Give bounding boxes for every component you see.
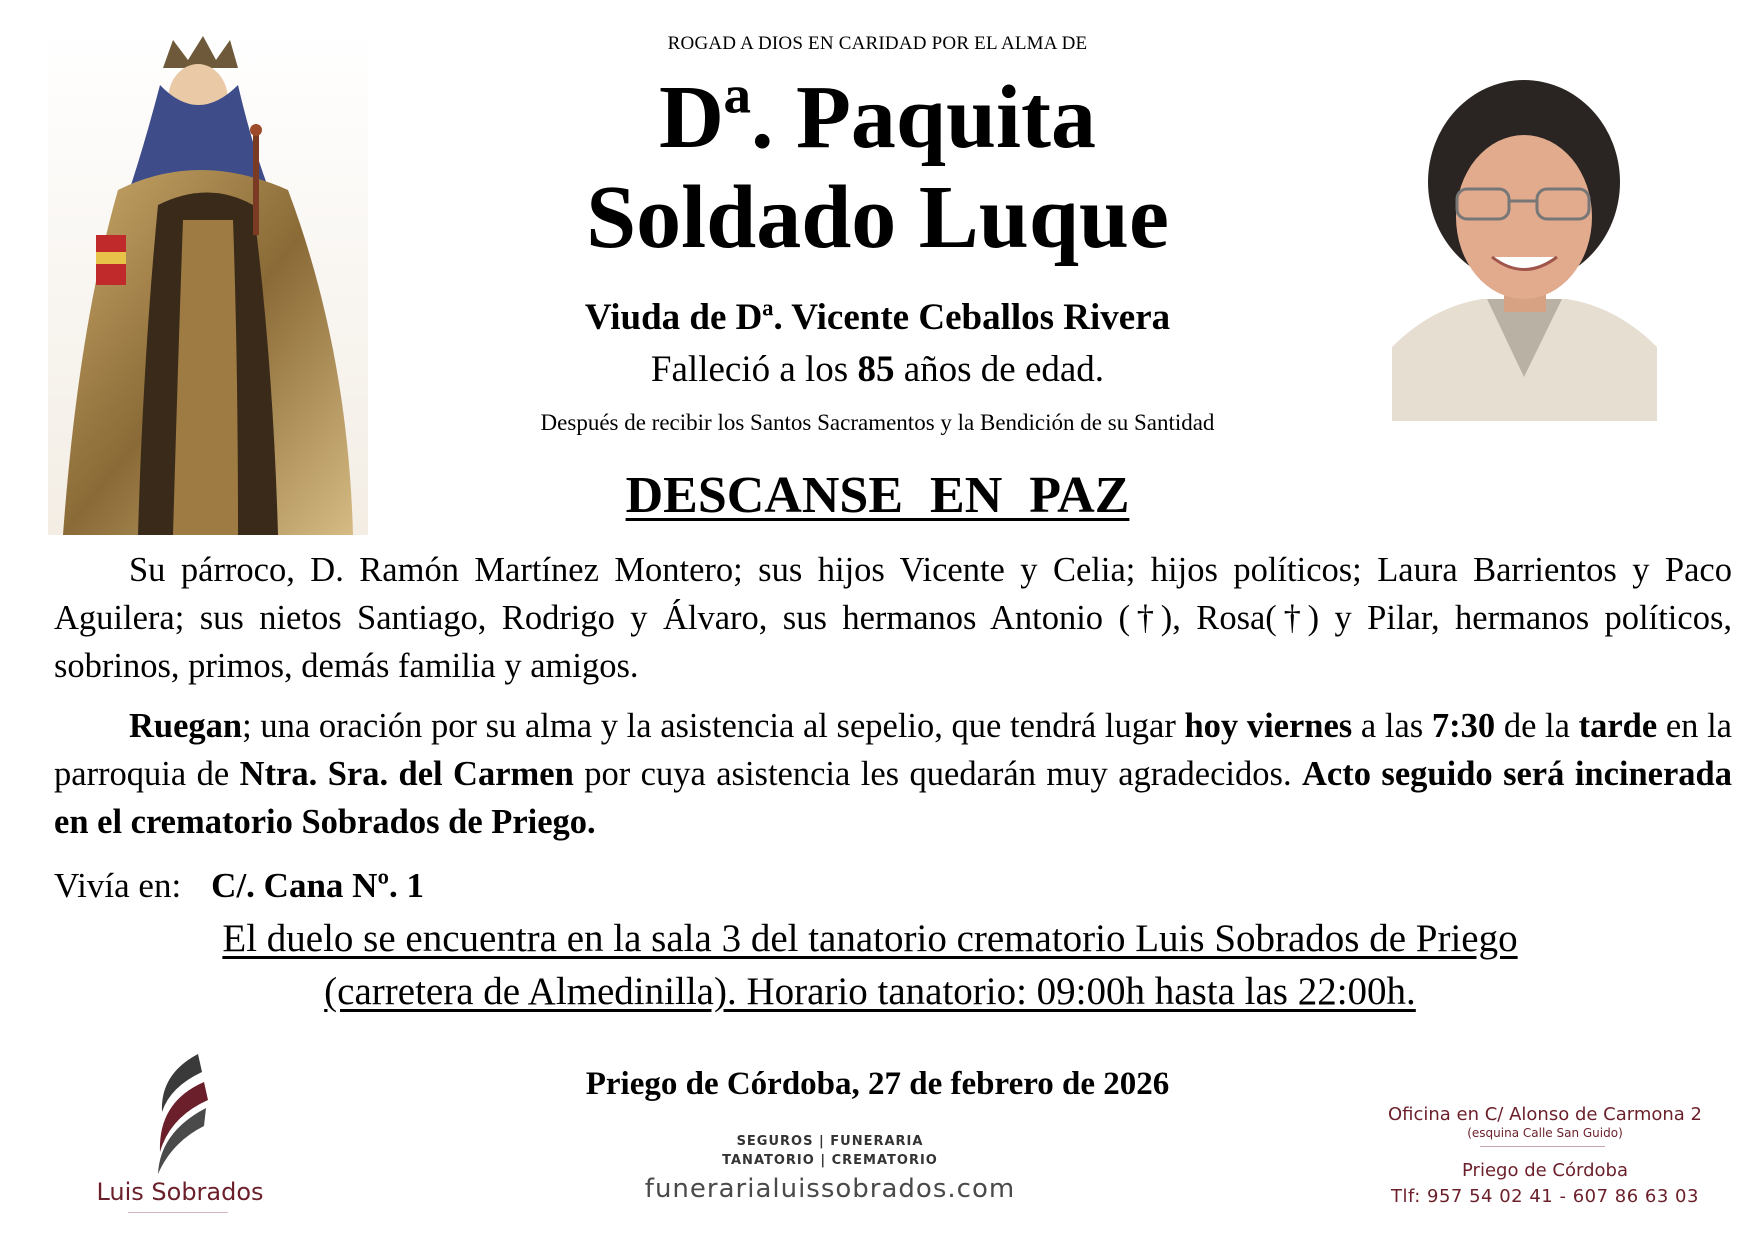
wake-location: El duelo se encuentra en la sala 3 del tanatorio crematorio Luis Sobrados de Priego (carretera de Almedinilla). Horario tanatorio: 09:00h hasta las 22:00h.	[222, 917, 1518, 1013]
date-place-line: Priego de Córdoba, 27 de febrero de 2026	[585, 1066, 1170, 1102]
office-address: Oficina en C/ Alonso de Carmona 2	[1387, 1104, 1703, 1125]
sacraments-line: Después de recibir los Santos Sacramentos y la Bendición de su Santidad	[540, 410, 1215, 435]
office-city: Priego de Córdoba	[1462, 1160, 1628, 1181]
logo-divider	[128, 1212, 228, 1213]
age-line: Falleció a los 85 años de edad.	[650, 349, 1105, 390]
residence-address: C/. Cana Nº. 1	[211, 866, 424, 905]
office-phone[interactable]: Tlf: 957 54 02 41 - 607 86 63 03	[1391, 1186, 1699, 1207]
services-list: SEGUROS | FUNERARIA TANATORIO | CREMATORIO	[722, 1134, 938, 1168]
rest-in-peace-heading: DESCANSE EN PAZ	[625, 467, 1130, 524]
deceased-name-line2: Soldado Luque	[586, 168, 1169, 267]
widow-of: Viuda de Dª. Vicente Ceballos Rivera	[584, 297, 1171, 338]
residence-label: Vivía en:	[54, 866, 182, 905]
age-value: 85	[857, 349, 895, 390]
family-paragraph: Su párroco, D. Ramón Martínez Montero; sus hijos Vicente y Celia; hijos políticos; Laura Barrientos y Paco Aguilera; sus nietos Santiago, Rodrigo y Álvaro, sus hermanos Antonio (†), Rosa(†) y Pilar, hermanos políticos, sobrinos, primos, demás familia y amigos.	[54, 551, 1732, 685]
funeral-home-logo	[140, 1052, 220, 1174]
office-address-note: (esquina Calle San Guido)	[1467, 1126, 1623, 1140]
header-ruego: ROGAD A DIOS EN CARIDAD POR EL ALMA DE	[667, 33, 1088, 54]
deceased-name-line1: Dª. Paquita	[658, 68, 1097, 167]
website-link[interactable]: funerarialuissobrados.com	[644, 1174, 1016, 1204]
office-divider	[1480, 1146, 1605, 1147]
logo-name: Luis Sobrados	[96, 1178, 264, 1206]
funeral-paragraph: Ruegan; una oración por su alma y la asistencia al sepelio, que tendrá lugar hoy viernes a las 7:30 de la tarde en la parroquia de Ntra. Sra. del Carmen por cuya asistencia les quedarán muy agradecidos. Acto seguido será incinerada en el crematorio Sobrados de Priego.	[54, 707, 1732, 841]
residence-line	[54, 866, 424, 906]
